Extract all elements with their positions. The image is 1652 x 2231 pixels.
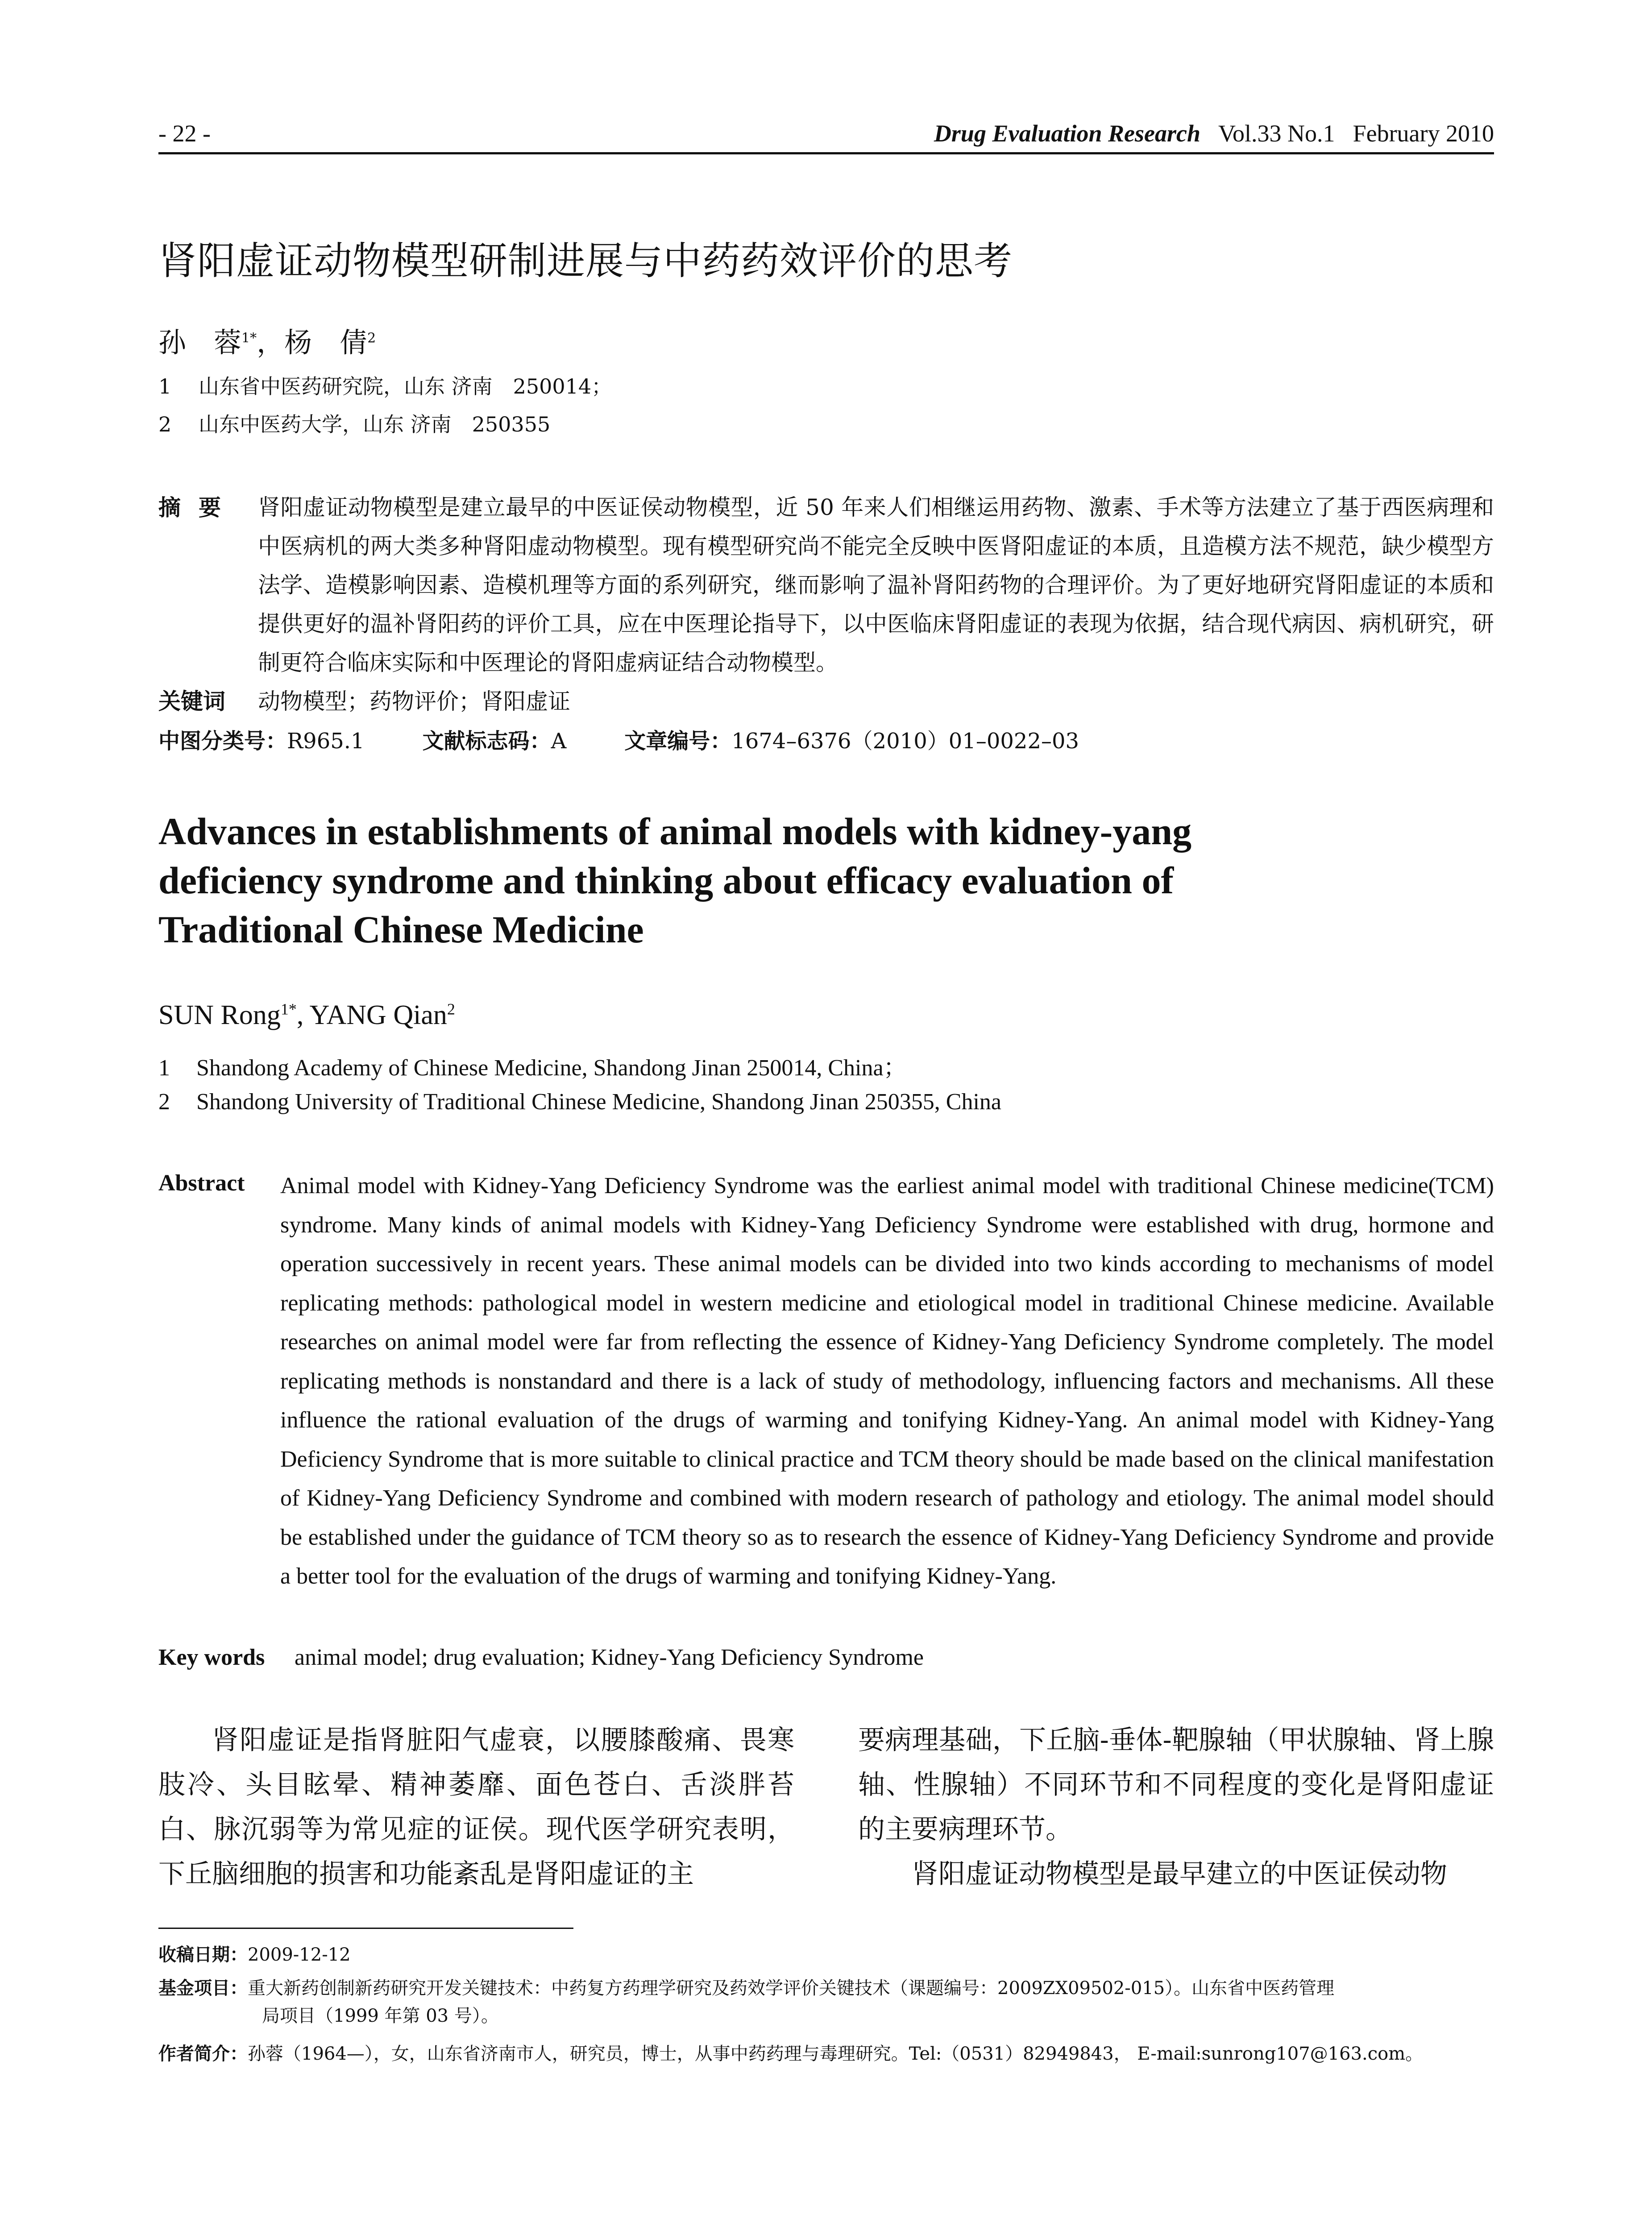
footnote-received <box>158 1941 1494 1969</box>
en-abstract-text: Animal model with Kidney-Yang Deficiency Syndrome was the earliest animal model with traditional Chinese medicine(TCM) syndrome. Many kinds of animal models with Kidney-Yang Deficiency Syndrome were established with drug, hormone and operation successively in recent years. These animal models can be divided into two kinds according to mechanisms of model replicating methods: pathological model in western medicine and etiological model in traditional Chinese medicine. Available researches on animal model were far from reflecting the essence of Kidney-Yang Deficiency Syndrome completely. The model replicating methods is nonstandard and there is a lack of study of methodology, influencing factors and mechanisms. All these influence the rational evaluation of the drugs of warming and tonifying Kidney-Yang. An animal model with Kidney-Yang Deficiency Syndrome that is more suitable to clinical practice and TCM theory should be made based on the clinical manifestation of Kidney-Yang Deficiency Syndrome and combined with modern research of pathology and etiology. The animal model should be established under the guidance of TCM theory so as to research the essence of Kidney-Yang Deficiency Syndrome and provide a better tool for the evaluation of the drugs of warming and tonifying Kidney-Yang. <box>280 1173 1494 1589</box>
clc-label: 中图分类号： <box>158 729 287 754</box>
cn-authors <box>158 320 376 360</box>
cn-affiliation-1 <box>158 370 612 400</box>
fund-line-2: 局项目（1999 年第 03 号）。 <box>262 2006 499 2026</box>
en-affiliation-2 <box>158 1089 1001 1115</box>
fund-line-1: 重大新药创制新药研究开发关键技术：中药复方药理学研究及药效学评价关键技术（课题编号：2009ZX09502-015）。山东省中医药管理 <box>248 1978 1335 1999</box>
cn-author-2-sup: 2 <box>367 330 376 346</box>
en-author-1: SUN Rong <box>158 1000 281 1030</box>
cn-title: 肾阳虚证动物模型研制进展与中药药效评价的思考 <box>158 239 1013 283</box>
body-paragraph: 肾阳虚证动物模型是最早建立的中医证侯动物 <box>912 1858 1447 1890</box>
en-author-2: YANG Qian <box>309 1000 447 1030</box>
cn-abstract-text: 肾阳虚证动物模型是建立最早的中医证侯动物模型，近 50 年来人们相继运用药物、激素、手术等方法建立了基于西医病理和中医病机的两大类多种肾阳虚动物模型。现有模型研究尚不能完全反映中医肾阳虚证的本质，且造模方法不规范，缺少模型方法学、造模影响因素、造模机理等方面的系列研究，继而影响了温补肾阳药物的合理评价。为了更好地研究肾阳虚证的本质和提供更好的温补肾阳药的评价工具，应在中医理论指导下，以中医临床肾阳虚证的表现为依据，结合现代病因、病机研究，研制更符合临床实际和中医理论的肾阳虚病证结合动物模型。 <box>258 494 1494 676</box>
journal-name: Drug Evaluation Research <box>934 120 1201 147</box>
body-column-right <box>858 1718 1494 1896</box>
en-authors <box>158 999 455 1031</box>
footnote-author <box>158 2040 1494 2068</box>
cn-author-1-sup: 1* <box>241 330 257 346</box>
article-no-label: 文章编号： <box>624 729 732 754</box>
page-number: - 22 - <box>158 120 211 147</box>
cn-affiliation-text: 山东省中医药研究院，山东 济南 250014； <box>199 374 612 398</box>
en-keywords: animal model; drug evaluation; Kidney-Yang Deficiency Syndrome <box>295 1645 924 1670</box>
en-affiliation-text: Shandong Academy of Chinese Medicine, Shandong Jinan 250014, China； <box>196 1055 907 1081</box>
cn-abstract-label: 摘要 <box>158 495 239 521</box>
doc-code-label: 文献标志码： <box>422 729 551 754</box>
cn-keywords-label: 关键词 <box>158 688 225 714</box>
en-title: Advances in establishments of animal models with kidney-yang deficiency syndrome and thinking about efficacy evaluation of Traditional Chinese Medicine <box>158 810 1192 951</box>
en-affiliation-number: 2 <box>158 1089 170 1115</box>
header-rule <box>158 152 1494 154</box>
en-author-1-sup: 1* <box>280 1000 297 1018</box>
author-info: 孙蓉（1964—），女，山东省济南市人，研究员，博士，从事中药药理与毒理研究。Tel:（0531）82949843， E-mail:sunrong107@163.com。 <box>248 2044 1424 2064</box>
en-author-separator: , <box>296 1000 310 1030</box>
en-affiliation-number: 1 <box>158 1055 170 1081</box>
cn-affiliation-number: 1 <box>158 374 172 398</box>
cn-author-1: 孙 蓉 <box>158 326 242 359</box>
cn-classification-line <box>158 724 1079 755</box>
footnote-fund <box>158 1974 1494 2030</box>
en-affiliation-1 <box>158 1049 907 1082</box>
author-info-label: 作者简介： <box>158 2044 248 2064</box>
footnote-rule <box>158 1928 573 1929</box>
cn-affiliation-text: 山东中医药大学，山东 济南 250355 <box>199 412 551 436</box>
cn-keywords: 动物模型；药物评价；肾阳虚证 <box>258 688 570 714</box>
cn-author-separator: ， <box>257 326 285 359</box>
en-affiliation-text: Shandong University of Traditional Chinese Medicine, Shandong Jinan 250355, China <box>196 1089 1001 1115</box>
fund-label: 基金项目： <box>158 1978 248 1999</box>
journal-volume: Vol.33 No.1 <box>1218 120 1335 147</box>
cn-author-2: 杨 倩 <box>284 326 368 359</box>
article-no-value: 1674–6376（2010）01–0022–03 <box>731 729 1079 754</box>
received-label: 收稿日期： <box>158 1945 248 1965</box>
cn-affiliation-number: 2 <box>158 412 172 436</box>
body-paragraph: 肾阳虚证是指肾脏阳气虚衰，以腰膝酸痛、畏寒肢冷、头目眩晕、精神萎靡、面色苍白、舌淡胖苔白、脉沉弱等为常见症的证侯。现代医学研究表明，下丘脑细胞的损害和功能紊乱是肾阳虚证的主 <box>158 1725 794 1890</box>
cn-affiliation-2 <box>158 408 550 438</box>
en-author-2-sup: 2 <box>447 1000 455 1018</box>
doc-code-value: A <box>551 729 567 754</box>
body-column-left <box>158 1718 794 1896</box>
running-header <box>158 120 1494 152</box>
journal-info <box>934 120 1494 147</box>
journal-date: February 2010 <box>1353 120 1494 147</box>
clc-value: R965.1 <box>287 729 365 754</box>
body-paragraph: 要病理基础，下丘脑-垂体-靶腺轴（甲状腺轴、肾上腺轴、性腺轴）不同环节和不同程度的变化是肾阳虚证的主要病理环节。 <box>858 1725 1494 1845</box>
en-abstract-label: Abstract <box>158 1170 245 1196</box>
en-keywords-label: Key words <box>158 1645 265 1670</box>
received-date: 2009-12-12 <box>248 1945 351 1965</box>
